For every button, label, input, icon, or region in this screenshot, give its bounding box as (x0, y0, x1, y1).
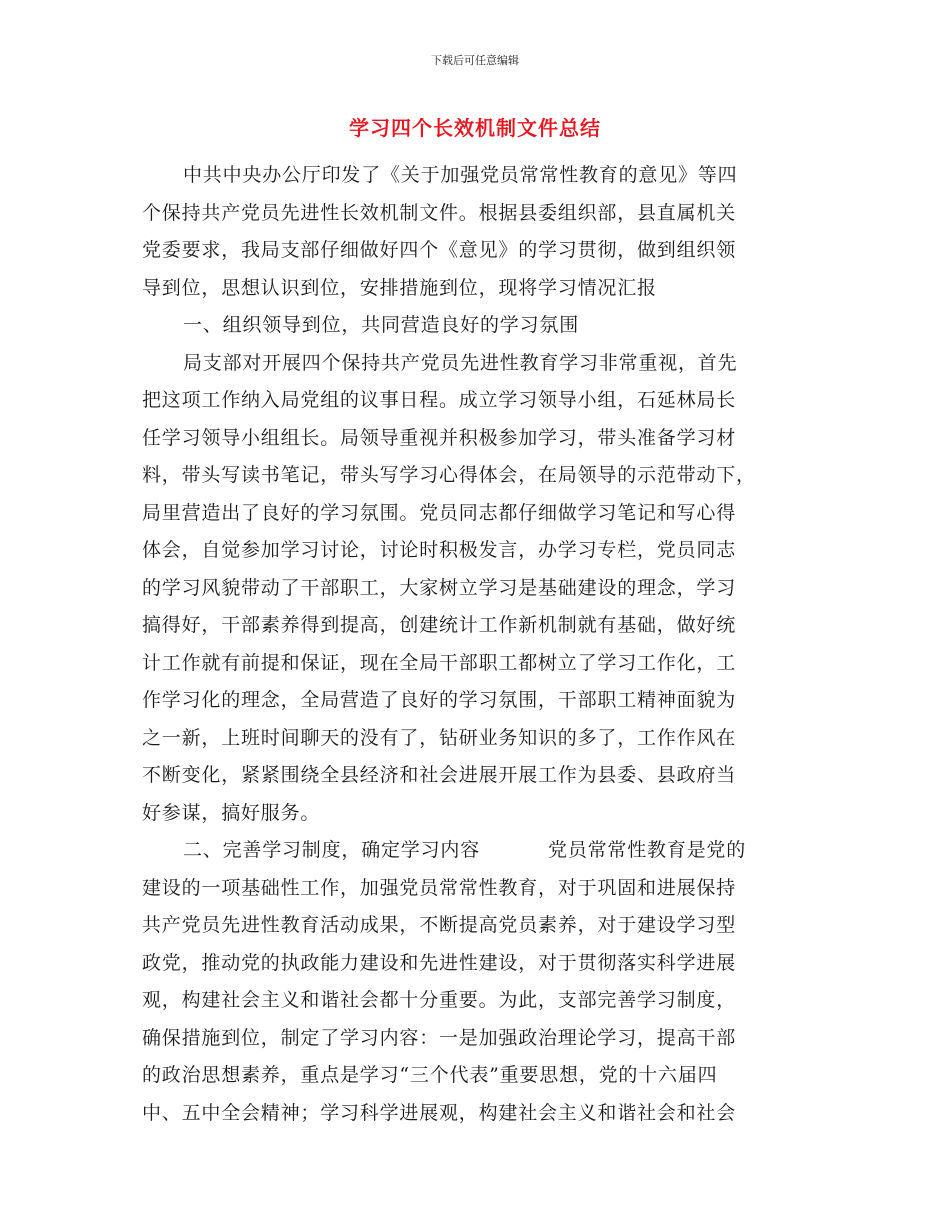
paragraph-line: 把这项工作纳入局党组的议事日程。成立学习领导小组，石延林局长 (142, 389, 737, 411)
paragraph-line: 建设的一项基础性工作，加强党员常常性教育，对于巩固和进展保持 (142, 876, 737, 899)
document-title: 学习四个长效机制文件总结 (349, 116, 601, 140)
paragraph-line: 局支部对开展四个保持共产党员先进性教育学习非常重视，首先 (183, 351, 738, 374)
paragraph-line: 体会，自觉参加学习讨论，讨论时积极发言，办学习专栏，党员同志 (142, 539, 737, 561)
paragraph-line: 中共中央办公厅印发了《关于加强党员常常性教育的意见》等四 (183, 164, 738, 186)
paragraph-line: 党委要求，我局支部仔细做好四个《意见》的学习贯彻，做到组织领 (142, 239, 737, 261)
paragraph-line: 政党，推动党的执政能力建设和先进性建设，对于贯彻落实科学进展 (142, 951, 737, 974)
paragraph-line: 局里营造出了良好的学习氛围。党员同志都仔细做学习笔记和写心得 (142, 501, 737, 524)
paragraph-line: 之一新，上班时间聊天的没有了，钻研业务知识的多了，工作作风在 (142, 726, 737, 749)
section-heading-2-line (142, 832, 810, 870)
document-body (142, 157, 810, 1132)
paragraph-line: 料，带头写读书笔记，带头写学习心得体会，在局领导的示范带动下， (142, 464, 756, 486)
paragraph-line: 任学习领导小组组长。局领导重视并积极参加学习，带头准备学习材 (142, 426, 737, 449)
paragraph-line: 的政治思想素养，重点是学习“三个代表”重要思想，党的十六届四 (142, 1064, 718, 1086)
paragraph-line: 计工作就有前提和保证，现在全局干部职工都树立了学习工作化，工 (142, 651, 737, 674)
paragraph-line: 中、五中全会精神；学习科学进展观，构建社会主义和谐社会和社会 (142, 1101, 737, 1124)
paragraph-line: 搞得好，干部素养得到提高，创建统计工作新机制就有基础，做好统 (142, 614, 737, 636)
paragraph-line: 共产党员先进性教育活动成果，不断提高党员素养，对于建设学习型 (142, 914, 737, 936)
paragraph-line: 不断变化，紧紧围绕全县经济和社会进展开展工作为县委、县政府当 (142, 764, 737, 786)
paragraph-line: 作学习化的理念，全局营造了良好的学习氛围，干部职工精神面貌为 (142, 689, 737, 711)
paragraph-line: 个保持共产党员先进性长效机制文件。根据县委组织部，县直属机关 (142, 201, 737, 224)
paragraph-line: 的学习风貌带动了干部职工，大家树立学习是基础建设的理念，学习 (142, 576, 737, 599)
paragraph-line-start: 党员常常性教育是党的 (548, 839, 747, 861)
paragraph-line: 确保措施到位，制定了学习内容：一是加强政治理论学习，提高干部 (142, 1026, 737, 1049)
paragraph-line: 导到位，思想认识到位，安排措施到位，现将学习情况汇报 (142, 276, 657, 299)
header-note: 下载后可任意编辑 (431, 54, 519, 67)
paragraph-line: 观，构建社会主义和谐社会都十分重要。为此，支部完善学习制度， (142, 989, 737, 1011)
paragraph-line: 好参谋，搞好服务。 (142, 801, 321, 824)
section-heading-2: 二、完善学习制度，确定学习内容 (183, 839, 481, 861)
section-heading-1: 一、组织领导到位，共同营造良好的学习氛围 (183, 314, 580, 336)
